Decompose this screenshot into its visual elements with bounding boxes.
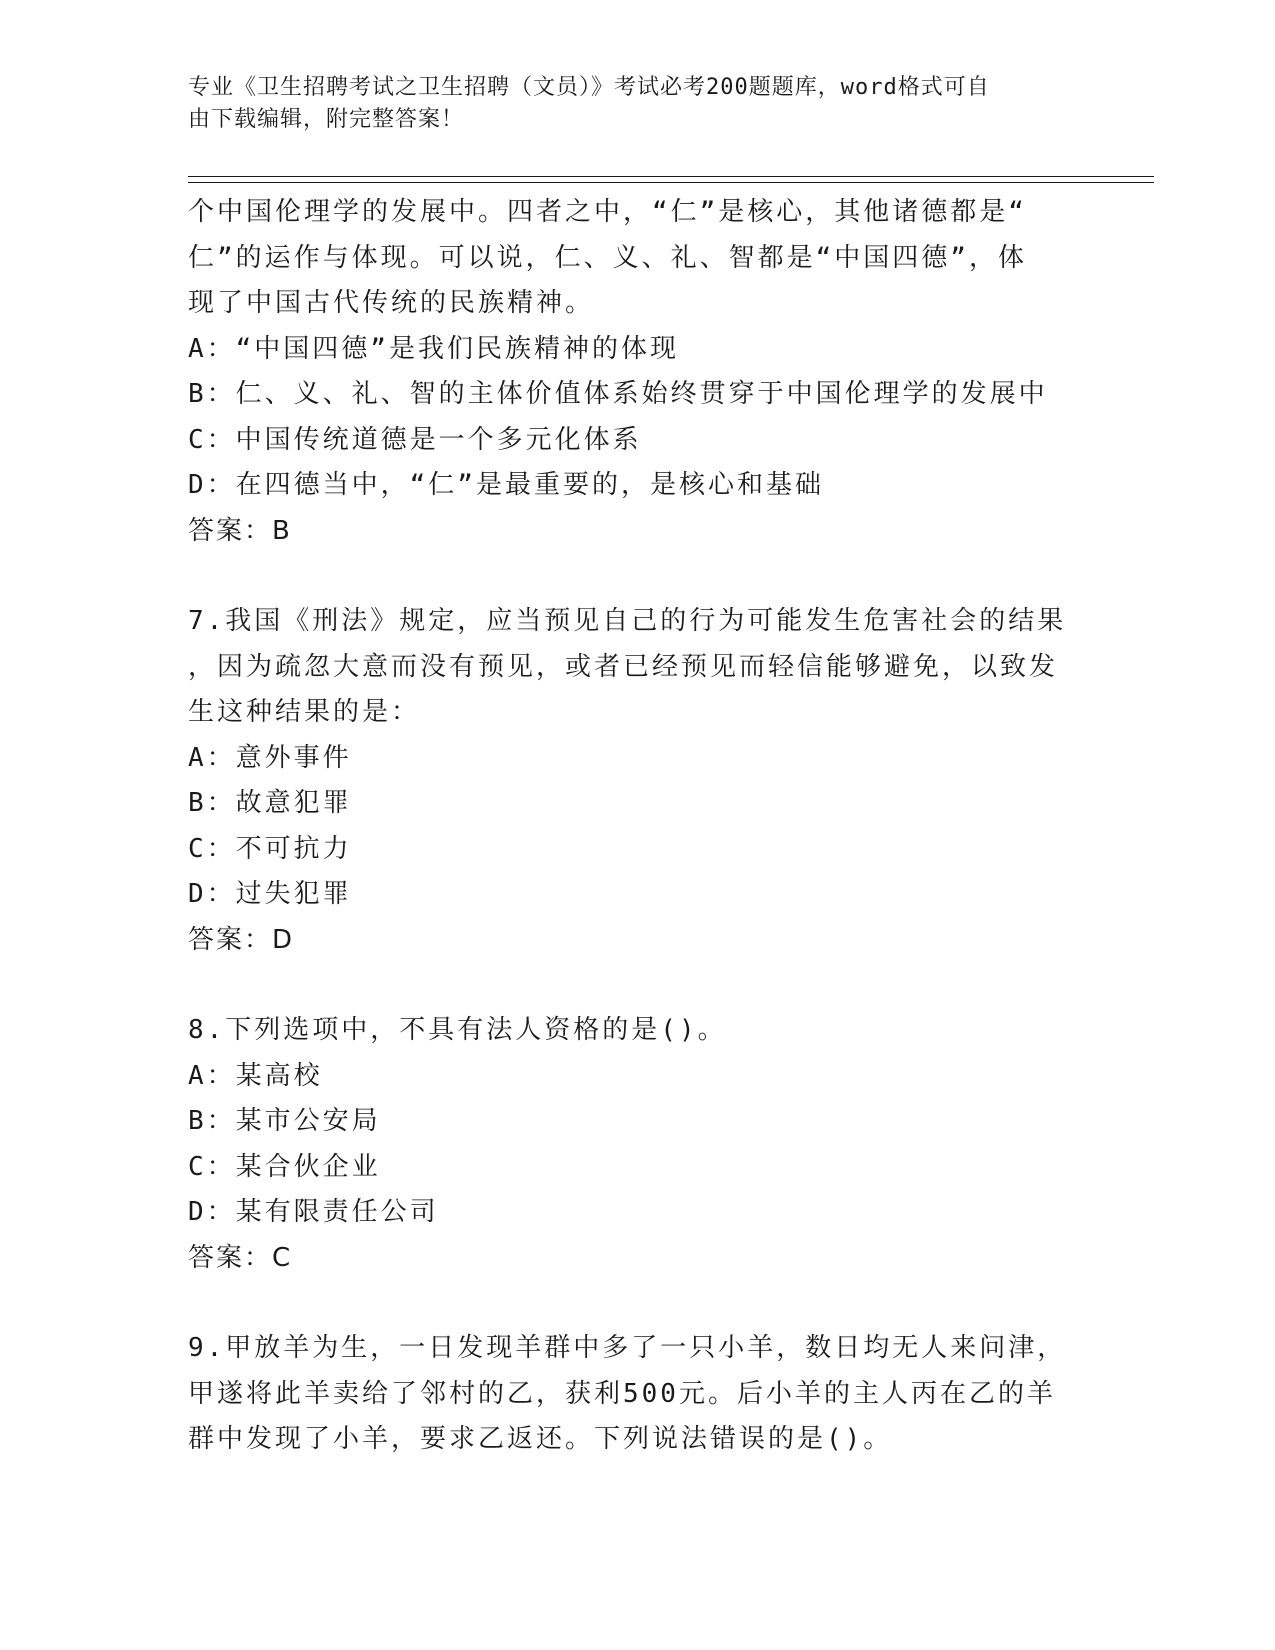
option-a: A：“中国四德”是我们民族精神的体现 <box>188 333 679 364</box>
answer-label: 答案：B <box>188 515 292 546</box>
question-7 <box>188 599 1068 963</box>
option-a: A：某高校 <box>188 1060 323 1091</box>
option-b: B：仁、义、礼、智的主体价值体系始终贯穿于中国伦理学的发展中 <box>188 379 1048 409</box>
question-stem-line: 群中发现了小羊，要求乙返还。下列说法错误的是()。 <box>188 1424 893 1454</box>
question-9 <box>188 1326 1068 1463</box>
answer-label: 答案：C <box>188 1242 293 1273</box>
question-stem-line: 个中国伦理学的发展中。四者之中，“仁”是核心，其他诸德都是“ <box>188 197 1027 227</box>
header-divider-top <box>188 176 1154 177</box>
header-divider-bottom <box>188 182 1154 183</box>
answer-label: 答案：D <box>188 924 295 955</box>
document-header <box>188 72 1068 136</box>
question-stem-line: 现了中国古代传统的民族精神。 <box>188 288 595 318</box>
option-c: C：中国传统道德是一个多元化体系 <box>188 424 642 455</box>
option-c: C：不可抗力 <box>188 833 352 864</box>
question-gap <box>188 554 1068 599</box>
question-stem-line: 甲遂将此羊卖给了邻村的乙，获利500元。后小羊的主人丙在乙的羊 <box>188 1378 1056 1409</box>
question-stem-line: 仁”的运作与体现。可以说，仁、义、礼、智都是“中国四德”，体 <box>188 242 1027 273</box>
option-d: D：过失犯罪 <box>188 879 352 909</box>
header-line-1: 专业《卫生招聘考试之卫生招聘（文员）》考试必考200题题库，word格式可自 <box>188 75 990 100</box>
document-body <box>188 190 1068 1463</box>
option-d: D：在四德当中，“仁”是最重要的，是核心和基础 <box>188 470 824 500</box>
question-stem-line: ，因为疏忽大意而没有预见，或者已经预见而轻信能够避免，以致发 <box>188 651 1059 682</box>
question-gap <box>188 963 1068 1008</box>
question-stem-line: 8.下列选项中，不具有法人资格的是()。 <box>188 1015 727 1045</box>
question-6 <box>188 190 1068 554</box>
option-b: B：某市公安局 <box>188 1106 381 1136</box>
question-8 <box>188 1008 1068 1281</box>
option-b: B：故意犯罪 <box>188 788 352 818</box>
question-gap <box>188 1281 1068 1326</box>
question-stem-line: 9.甲放羊为生，一日发现羊群中多了一只小羊，数日均无人来问津， <box>188 1333 1067 1363</box>
option-a: A：意外事件 <box>188 742 352 773</box>
header-line-2: 由下载编辑，附完整答案！ <box>188 107 465 132</box>
option-c: C：某合伙企业 <box>188 1151 381 1182</box>
question-stem-line: 生这种结果的是： <box>188 697 421 727</box>
option-d: D：某有限责任公司 <box>188 1197 439 1227</box>
question-stem-line: 7.我国《刑法》规定，应当预见自己的行为可能发生危害社会的结果 <box>188 606 1067 636</box>
